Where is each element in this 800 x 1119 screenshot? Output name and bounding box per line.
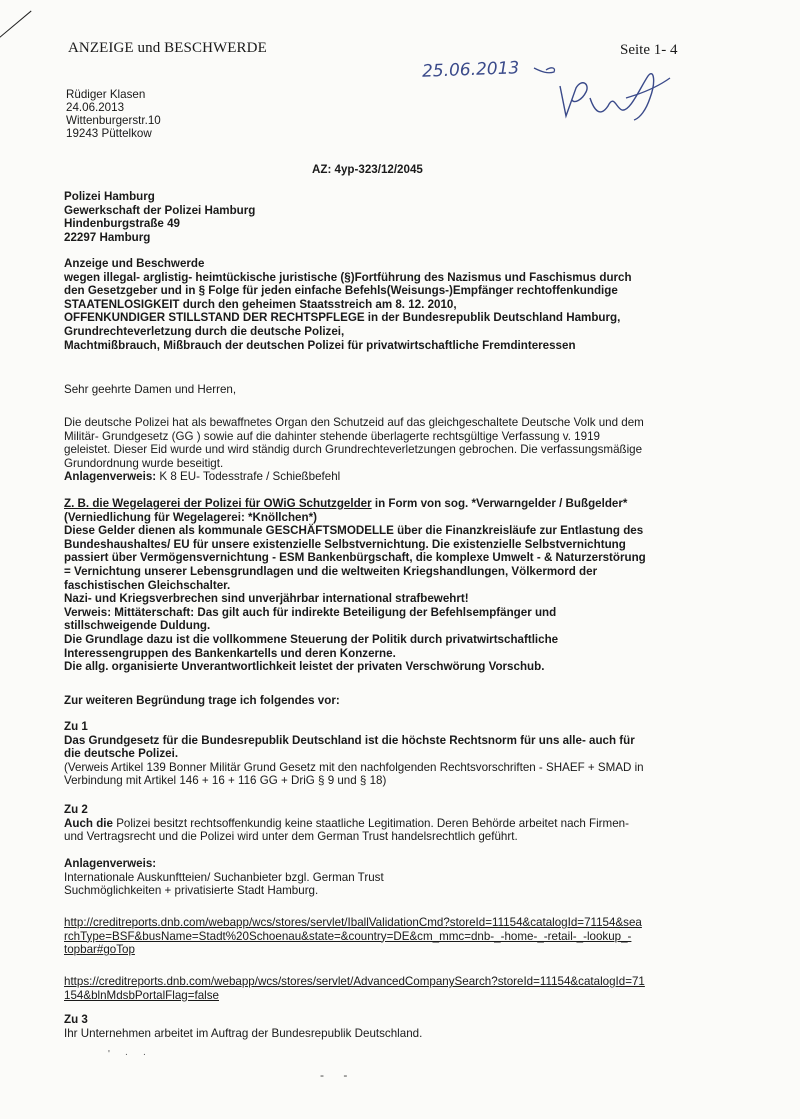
handwritten-signature (530, 58, 680, 128)
link-line[interactable]: https://creditreports.dnb.com/webapp/wcs/stores/servlet/AdvancedCompanySearch?storeId=11154&catalogId=71 (64, 975, 645, 988)
zu1-line: Verbindung mit Artikel 146 + 16 + 116 GG + DriG § 9 und § 18) (64, 774, 387, 788)
intro-line: Militär- Grundgesetz (GG ) sowie auf die dahinter stehende überlagerte rechtsgültige Verfassung v. 1919 (64, 429, 600, 443)
link-dnb-company-search[interactable] (64, 975, 704, 1002)
subject-line: Anzeige und Beschwerde (64, 257, 205, 270)
section-zu1 (64, 720, 704, 788)
example-line: faschistischen Gleichschalter. (64, 578, 231, 592)
example-first-line (64, 497, 704, 511)
sender-name: Rüdiger Klasen (66, 88, 146, 101)
example-line: passiert über Vermögensvernichtung - ESM Bankenbürgschaft, die komplexe Umwelt - & Naturzerstörung (64, 551, 646, 565)
zu2-rest: Polizei besitzt rechtsoffenkundig keine staatliche Legitimation. Deren Behörde arbeitet nach Firmen- (112, 816, 629, 830)
example-line: Diese Gelder dienen als kommunale GESCHÄFTSMODELLE über die Finanzkreisläufe zur Entlastung des (64, 524, 644, 538)
example-line: (Verniedlichung für Wegelagerei: *Knöllchen*) (64, 510, 317, 524)
recipient-line: 22297 Hamburg (64, 230, 151, 244)
subject-block (64, 257, 704, 352)
link-line[interactable]: http://creditreports.dnb.com/webapp/wcs/stores/servlet/IballValidationCmd?storeId=11154&catalogId=71154&sea (64, 916, 642, 929)
example-line: Nazi- und Kriegsverbrechen sind unverjährbar international strafbewehrt! (64, 592, 469, 606)
example-paragraph (64, 497, 704, 674)
subject-line: STAATENLOSIGKEIT durch den geheimen Staatsstreich am 8. 12. 2010, (64, 297, 457, 311)
handwritten-date: 25.06.2013 (421, 58, 520, 82)
zu2-first-line (64, 817, 704, 831)
recipient-line: Polizei Hamburg (64, 190, 155, 203)
annex-text: K 8 EU- Todesstrafe / Schießbefehl (156, 470, 341, 484)
annex-label: Anlagenverweis: (64, 470, 157, 484)
subject-line: Grundrechteverletzung durch die deutsche Polizei, (64, 324, 345, 338)
zu1-bold-line: die deutsche Polizei. (64, 747, 179, 761)
further-reasoning-intro: Zur weiteren Begründung trage ich folgendes vor: (64, 694, 340, 707)
section-heading: Zu 2 (64, 803, 88, 816)
recipient-line: Hindenburgstraße 49 (64, 217, 180, 231)
section-zu3 (64, 1013, 704, 1040)
link-dnb-validation[interactable] (64, 916, 704, 957)
example-line: Die allg. organisierte Unverantwortlichkeit leistet der privaten Verschwörung Vorschub. (64, 660, 545, 674)
sender-date: 24.06.2013 (66, 101, 125, 114)
intro-paragraph (64, 416, 704, 484)
annex-block (64, 857, 704, 898)
zu1-line: (Verweis Artikel 139 Bonner Militär Grund Gesetz mit den nachfolgenden Rechtsvorschriften - SHAEF + SMAD in (64, 760, 644, 774)
recipient-address (64, 190, 704, 244)
file-reference: AZ: 4yp-323/12/2045 (312, 163, 423, 176)
recipient-line: Gewerkschaft der Polizei Hamburg (64, 203, 256, 217)
example-line: Interessengruppen des Bankenkartells und deren Konzerne. (64, 646, 396, 660)
zu1-bold-line: Das Grundgesetz für die Bundesrepublik Deutschland ist die höchste Rechtsnorm für uns alle- auch für (64, 733, 635, 747)
example-first-rest: in Form von sog. *Verwarngelder / Bußgelder* (371, 497, 628, 510)
zu3-line: Ihr Unternehmen arbeitet im Auftrag der Bundesrepublik Deutschland. (64, 1026, 423, 1040)
document-title: ANZEIGE und BESCHWERDE (68, 40, 267, 56)
section-zu2 (64, 803, 704, 844)
annex-line: Internationale Auskunftteien/ Suchanbieter bzgl. German Trust (64, 870, 384, 884)
intro-annex (64, 470, 704, 484)
sender-address (66, 88, 161, 140)
scan-specks: ' · · (108, 1049, 153, 1060)
subject-line: den Gesetzgeber und in § Folge für jeden einfache Befehls(Weisungs-)Empfänger rechtoffenkundige (64, 284, 618, 298)
subject-line: OFFENKUNDIGER STILLSTAND DER RECHTSPFLEGE in der Bundesrepublik Deutschland Hamburg, (64, 311, 621, 325)
example-line: Die Grundlage dazu ist die vollkommene Steuerung der Politik durch privatwirtschaftliche (64, 632, 559, 646)
link-line[interactable]: 154&blnMdsbPortalFlag=false (64, 988, 219, 1002)
scan-specks: - - (320, 1068, 356, 1082)
example-line: Verweis: Mittäterschaft: Das gilt auch für indirekte Beteiligung der Befehlsempfänger und (64, 605, 557, 619)
sender-city: 19243 Püttelkow (66, 127, 152, 140)
annex-label: Anlagenverweis: (64, 857, 157, 870)
example-underlined: Z. B. die Wegelagerei der Polizei für OWiG Schutzgelder (64, 497, 372, 510)
intro-line: Grundordnung wurde beseitigt. (64, 456, 224, 470)
example-line: Bundeshaushaltes/ EU für unsere existenzielle Selbstvernichtung. Die existenzielle Selbstvernichtung (64, 537, 626, 551)
example-line: stillschweigende Duldung. (64, 619, 211, 633)
salutation: Sehr geehrte Damen und Herren, (64, 383, 237, 396)
zu2-line: und Vertragsrecht und die Polizei wird unter dem German Trust handelsrechtlich geführt. (64, 830, 518, 844)
page-number: Seite 1- 4 (620, 42, 678, 58)
subject-line: wegen illegal- arglistig- heimtückische juristische (§)Fortführung des Nazismus und Faschismus durch (64, 270, 632, 284)
zu2-bold: Auch die (64, 816, 113, 830)
annex-line: Suchmöglichkeiten + privatisierte Stadt Hamburg. (64, 884, 319, 898)
sender-street: Wittenburgerstr.10 (66, 114, 161, 127)
section-heading: Zu 1 (64, 720, 88, 733)
example-line: = Vernichtung unserer Lebensgrundlagen und die weltweiten Kriegshandlungen, Völkermord der (64, 564, 598, 578)
corner-pen-mark (0, 11, 32, 41)
subject-line: Machtmißbrauch, Mißbrauch der deutschen Polizei für privatwirtschaftliche Fremdinteressen (64, 338, 576, 352)
intro-line: Die deutsche Polizei hat als bewaffnetes Organ den Schutzeid auf das gleichgeschaltete Deutsche Volk und dem (64, 416, 644, 429)
intro-line: geleistet. Dieser Eid wurde und wird ständig durch Grundrechteverletzungen gebrochen. Die verfassungsmäßige (64, 443, 643, 457)
link-line[interactable]: topbar#goTop (64, 943, 135, 957)
link-line[interactable]: rchType=BSF&busName=Stadt%20Schoenau&state=&country=DE&cm_mmc=dnb-_-home-_-retail-_-lookup_- (64, 929, 632, 943)
section-heading: Zu 3 (64, 1013, 88, 1026)
